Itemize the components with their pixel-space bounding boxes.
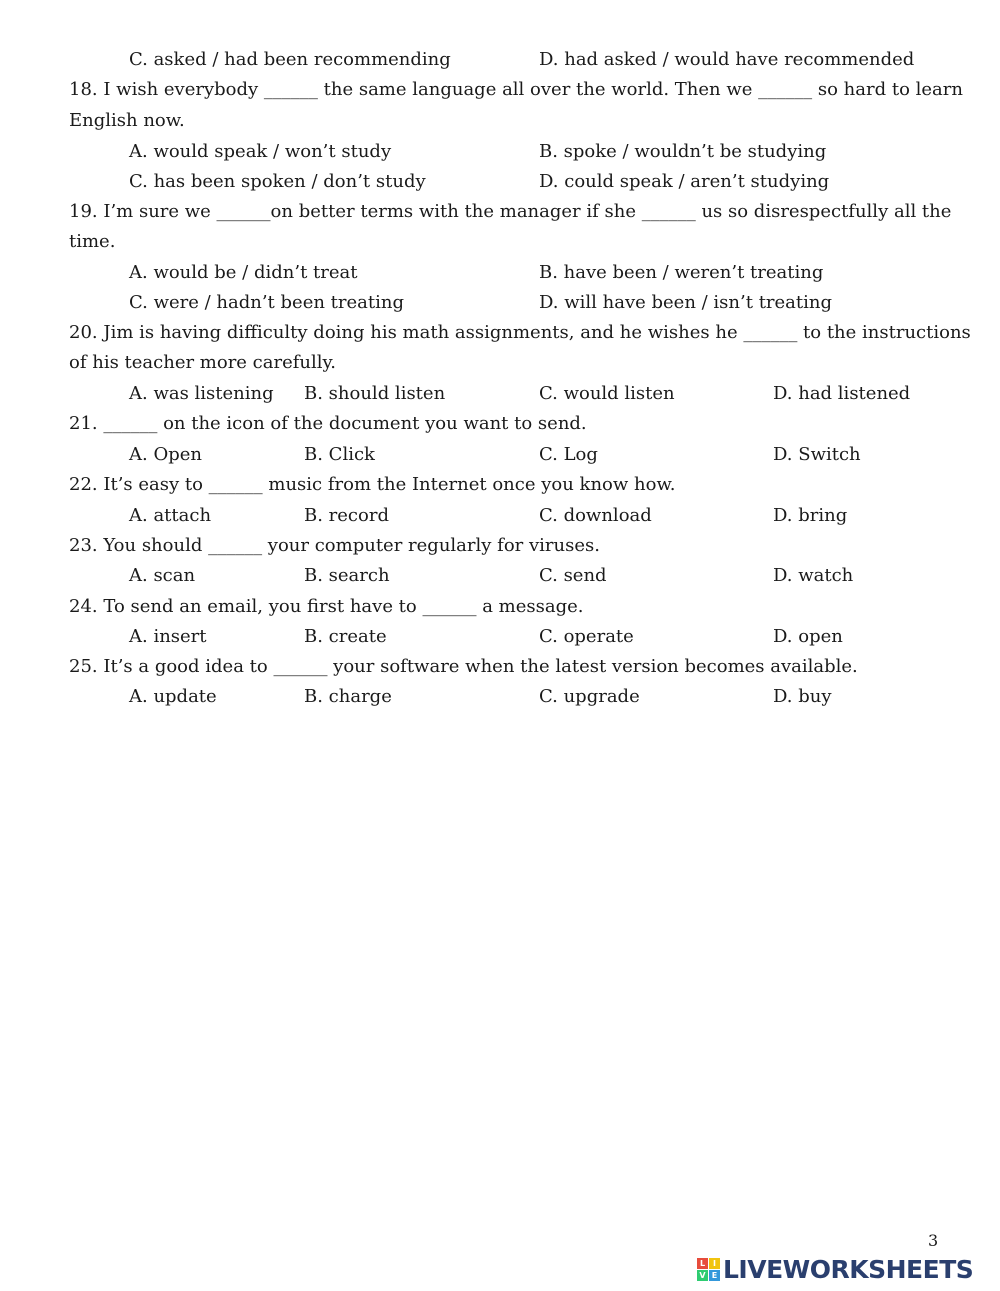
q20-option-c: C. would listen xyxy=(539,383,675,404)
q25-option-d: D. buy xyxy=(773,686,832,707)
q24-option-c: C. operate xyxy=(539,626,634,647)
q21-option-a: A. Open xyxy=(129,444,202,465)
q22-stem: 22. It’s easy to ______ music from the Internet once you know how. xyxy=(69,474,676,495)
q20-option-a: A. was listening xyxy=(129,383,274,404)
q21-stem: 21. ______ on the icon of the document you want to send. xyxy=(69,413,587,434)
q17-option-c: C. asked / had been recommending xyxy=(129,49,451,70)
q19-option-a: A. would be / didn’t treat xyxy=(129,262,358,283)
q18-option-b: B. spoke / wouldn’t be studying xyxy=(539,141,827,162)
liveworksheets-brand xyxy=(697,1256,973,1282)
q24-option-d: D. open xyxy=(773,626,843,647)
q23-option-a: A. scan xyxy=(129,565,196,586)
q18-stem-line2: English now. xyxy=(69,110,185,131)
q24-option-a: A. insert xyxy=(129,626,207,647)
logo-tile: E xyxy=(709,1270,720,1281)
q18-option-a: A. would speak / won’t study xyxy=(129,141,392,162)
q24-option-b: B. create xyxy=(304,626,387,647)
q19-option-d: D. will have been / isn’t treating xyxy=(539,292,833,313)
q19-option-c: C. were / hadn’t been treating xyxy=(129,292,404,313)
q23-option-d: D. watch xyxy=(773,565,854,586)
q22-option-b: B. record xyxy=(304,505,389,526)
liveworksheets-logo-icon xyxy=(697,1258,720,1281)
logo-tile: L xyxy=(697,1258,708,1269)
q19-stem-line1: 19. I’m sure we ______on better terms with the manager if she ______ us so disrespectfully all the xyxy=(69,201,952,222)
q17-option-d: D. had asked / would have recommended xyxy=(539,49,915,70)
q22-option-a: A. attach xyxy=(129,505,212,526)
q25-option-a: A. update xyxy=(129,686,217,707)
q22-option-c: C. download xyxy=(539,505,652,526)
logo-tile: I xyxy=(709,1258,720,1269)
q18-option-c: C. has been spoken / don’t study xyxy=(129,171,426,192)
q25-option-c: C. upgrade xyxy=(539,686,640,707)
q20-stem-line1: 20. Jim is having difficulty doing his math assignments, and he wishes he ______ to the instructions xyxy=(69,322,971,343)
q23-option-b: B. search xyxy=(304,565,390,586)
q21-option-b: B. Click xyxy=(304,444,375,465)
page-number: 3 xyxy=(928,1231,939,1250)
q20-option-b: B. should listen xyxy=(304,383,446,404)
q25-stem: 25. It’s a good idea to ______ your software when the latest version becomes available. xyxy=(69,656,858,677)
q25-option-b: B. charge xyxy=(304,686,392,707)
logo-tile: V xyxy=(697,1270,708,1281)
q19-stem-line2: time. xyxy=(69,231,116,252)
q23-option-c: C. send xyxy=(539,565,607,586)
q24-stem: 24. To send an email, you first have to ______ a message. xyxy=(69,596,584,617)
q22-option-d: D. bring xyxy=(773,505,848,526)
q18-stem-line1: 18. I wish everybody ______ the same language all over the world. Then we ______ so hard to learn xyxy=(69,79,963,100)
q21-option-d: D. Switch xyxy=(773,444,861,465)
q20-option-d: D. had listened xyxy=(773,383,911,404)
q21-option-c: C. Log xyxy=(539,444,598,465)
q19-option-b: B. have been / weren’t treating xyxy=(539,262,824,283)
q18-option-d: D. could speak / aren’t studying xyxy=(539,171,830,192)
q23-stem: 23. You should ______ your computer regularly for viruses. xyxy=(69,535,600,556)
q20-stem-line2: of his teacher more carefully. xyxy=(69,352,337,373)
brand-name: LIVEWORKSHEETS xyxy=(723,1254,974,1284)
